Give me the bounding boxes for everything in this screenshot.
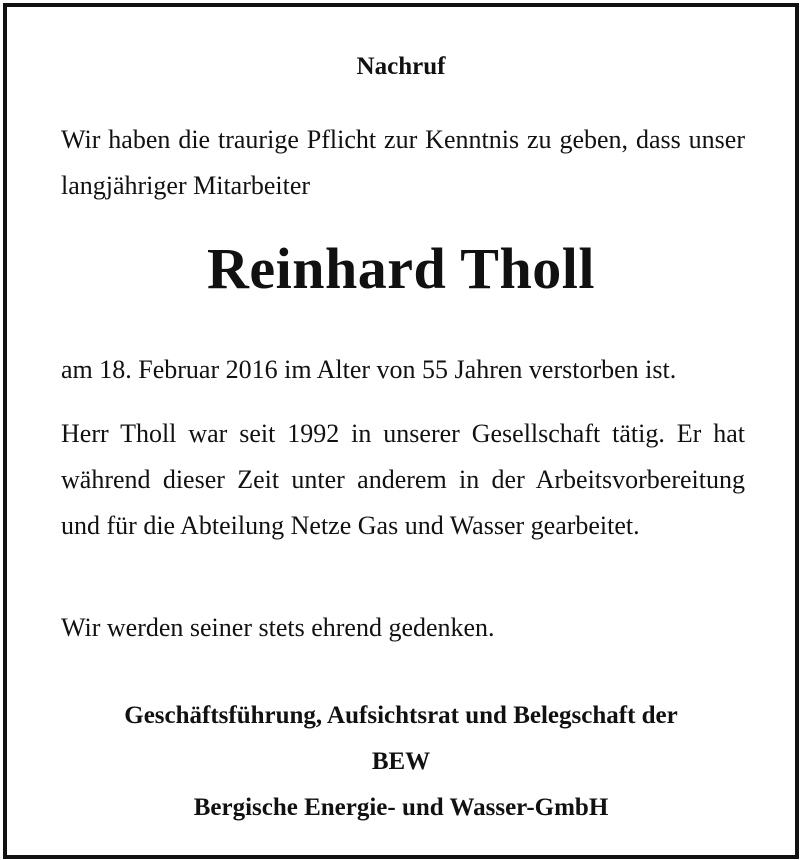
intro-paragraph: Wir haben die traurige Pflicht zur Kenntnis zu geben, dass unser langjähriger Mitarbeiter: [61, 125, 745, 200]
signature-line-2: BEW: [371, 748, 431, 775]
notice-title: Nachruf: [356, 53, 446, 80]
body-paragraph: Herr Tholl war seit 1992 in unserer Gesellschaft tätig. Er hat während dieser Zeit unter anderem in der Arbeitsvorbereitung und für die Abteilung Netze Gas und Wasser gearbeitet.: [61, 419, 745, 540]
signature-line-3: Bergische Energie- und Wasser-GmbH: [193, 794, 609, 821]
signature-line-1: Geschäftsführung, Aufsichtsrat und Belegschaft der: [124, 702, 678, 729]
signature-block: [7, 693, 795, 831]
obituary-notice: [3, 3, 799, 859]
closing-line: Wir werden seiner stets ehrend gedenken.: [61, 613, 495, 642]
death-statement: am 18. Februar 2016 im Alter von 55 Jahren verstorben ist.: [61, 355, 677, 384]
deceased-name: Reinhard Tholl: [207, 236, 595, 301]
